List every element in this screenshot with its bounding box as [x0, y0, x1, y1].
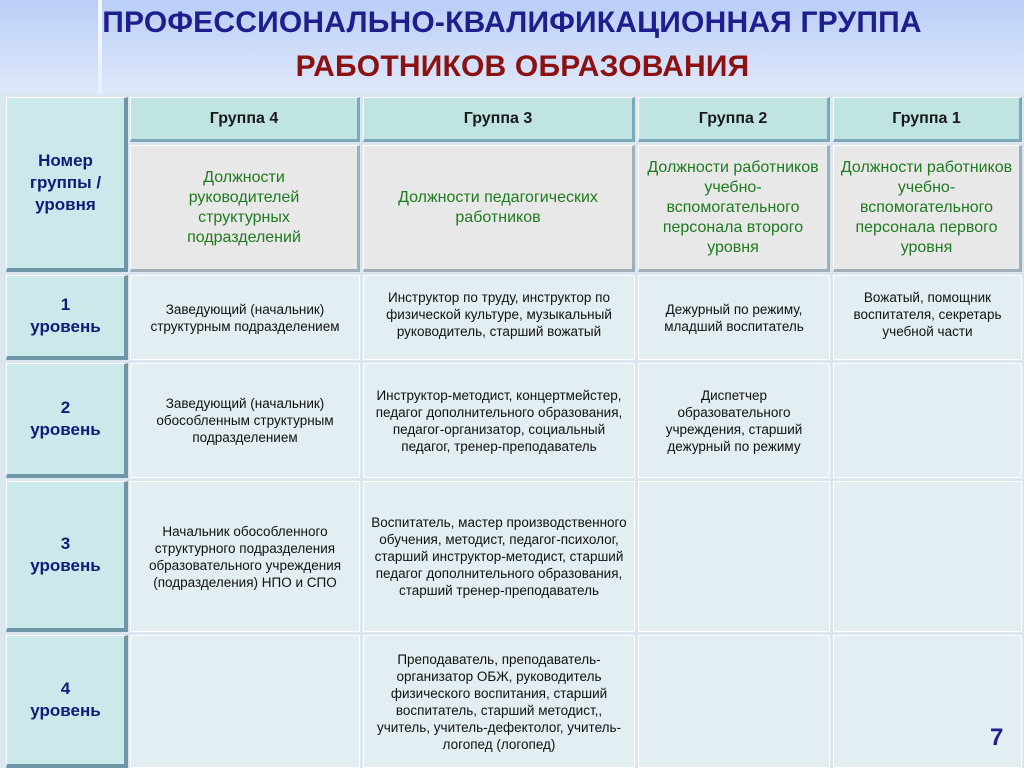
group-description-text: Должности педагогических работников — [398, 188, 598, 226]
group-description-text: Должности работников учебно-вспомогательного персонала первого уровня — [840, 158, 1013, 256]
group-description-3 — [363, 145, 635, 272]
level-label-1 — [6, 275, 128, 360]
group-header-3 — [363, 97, 635, 142]
table-cell — [638, 481, 830, 632]
table-cell — [130, 363, 360, 478]
table-cell — [833, 275, 1022, 360]
level-label-4 — [6, 635, 128, 768]
group-header-1 — [833, 97, 1022, 142]
table-cell-text: Начальник обособленного структурного подразделения образовательного учреждения (подразделения) НПО и СПО — [148, 523, 342, 590]
table-cell — [130, 275, 360, 360]
group-header-2 — [638, 97, 830, 142]
group-header-label: Группа 4 — [209, 109, 279, 127]
table-cell — [638, 363, 830, 478]
table-cell — [833, 363, 1022, 478]
group-description-4 — [130, 145, 360, 272]
table-cell-text: Инструктор по труду, инструктор по физической культуре, музыкальный руководитель, старший вожатый — [386, 290, 612, 339]
group-description-text: Должности руководителей структурных подразделений — [187, 168, 301, 246]
group-description-text: Должности работников учебно-вспомогательного персонала второго уровня — [647, 158, 819, 256]
level-label-text: 1 уровень — [30, 295, 101, 336]
table-cell — [363, 363, 635, 478]
table-cell — [363, 481, 635, 632]
table-cell — [363, 635, 635, 768]
page-number: 7 — [990, 724, 1004, 751]
level-label-text: 2 уровень — [30, 398, 101, 439]
table-cell — [130, 481, 360, 632]
table-cell-text: Дежурный по режиму, младший воспитатель — [664, 301, 804, 334]
level-label-text: 4 уровень — [30, 679, 101, 720]
group-header-label: Группа 1 — [892, 109, 961, 127]
group-header-label: Группа 2 — [698, 109, 768, 127]
table-cell-text: Диспетчер образовательного учреждения, старший дежурный по режиму — [665, 387, 803, 454]
table-cell-text: Заведующий (начальник) структурным подразделением — [150, 301, 340, 334]
table-cell-text: Преподаватель, преподаватель-организатор ОБЖ, руководитель физического воспитания, старший воспитатель, старший методист,, учитель, учитель-дефектолог, учитель-логопед (логопед) — [376, 651, 622, 752]
table-cell — [638, 635, 830, 768]
table-cell — [130, 635, 360, 768]
table-cell-text: Воспитатель, мастер производственного обучения, методист, педагог-психолог, старший инструктор-методист, старший педагог дополнительного образования, старший тренер-преподаватель — [371, 515, 627, 598]
level-label-text: 3 уровень — [30, 534, 101, 575]
table-cell — [833, 481, 1022, 632]
page-title: ПРОФЕССИОНАЛЬНО-КВАЛИФИКАЦИОННАЯ ГРУППА — [102, 6, 922, 39]
group-description-1 — [833, 145, 1022, 272]
row-label-cell — [6, 97, 128, 272]
table-cell — [363, 275, 635, 360]
table-cell-text: Заведующий (начальник) обособленным структурным подразделением — [156, 396, 334, 445]
level-label-2 — [6, 363, 128, 478]
page-subtitle: РАБОТНИКОВ ОБРАЗОВАНИЯ — [295, 50, 750, 83]
group-header-label: Группа 3 — [463, 109, 533, 127]
table-cell-text: Инструктор-методист, концертмейстер, педагог дополнительного образования, педагог-организатор, социальный педагог, тренер-преподаватель — [375, 387, 623, 454]
table-cell-text: Вожатый, помощник воспитателя, секретарь учебной части — [853, 290, 1002, 339]
table-cell — [638, 275, 830, 360]
level-label-3 — [6, 481, 128, 632]
group-description-2 — [638, 145, 830, 272]
row-label-text: Номер группы / уровня — [29, 151, 102, 214]
group-header-4 — [130, 97, 360, 142]
